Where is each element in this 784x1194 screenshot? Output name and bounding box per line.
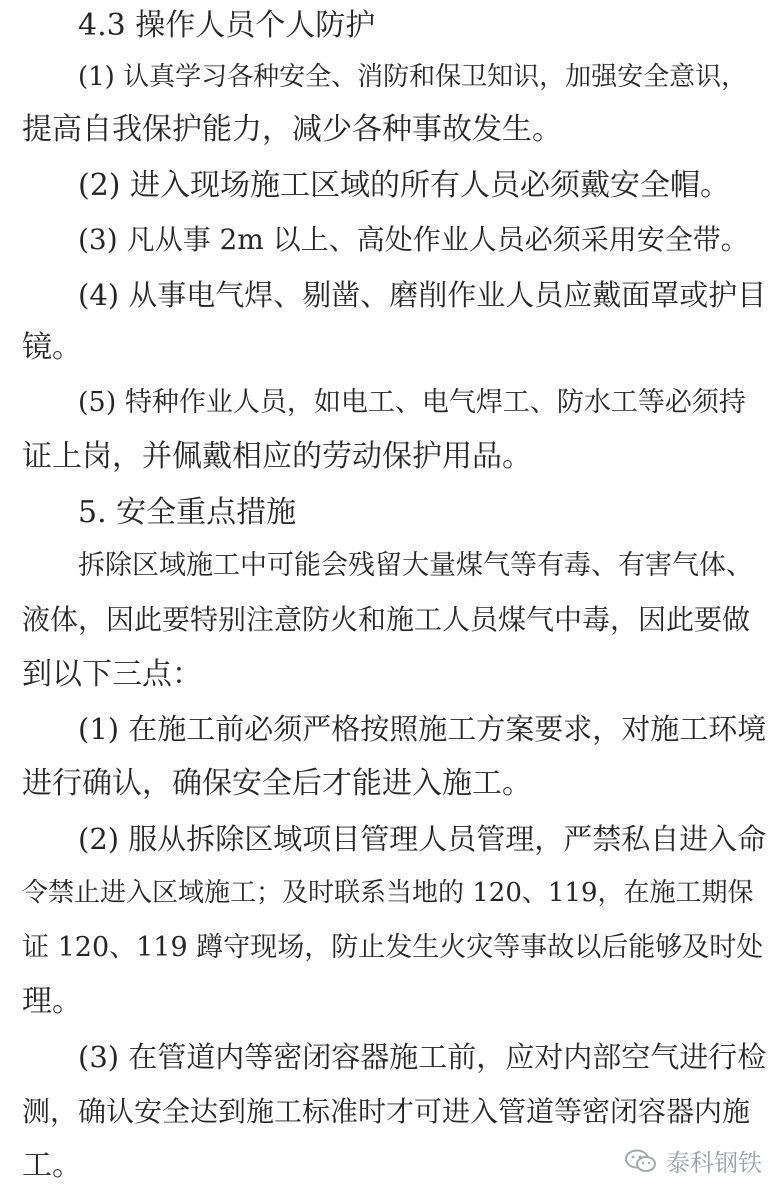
paragraph-line: 理。 [22, 984, 82, 1019]
paragraph-line: 液体，因此要特别注意防火和施工人员煤气中毒，因此要做 [22, 603, 751, 636]
paragraph-line: (1) 在施工前必须严格按照施工方案要求，对施工环境 [78, 712, 767, 746]
paragraph-line: (2) 进入现场施工区域的所有人员必须戴安全帽。 [78, 168, 731, 203]
paragraph-line: (3) 在管道内等密闭容器施工前，应对内部空气进行检 [78, 1040, 767, 1074]
paragraph-line: 证 120、119 蹲守现场，防止发生火灾等事故以后能够及时处 [22, 932, 764, 963]
paragraph-line: (3) 凡从事 2m 以上、高处作业人员必须采用安全带。 [78, 223, 749, 256]
paragraph-line: 到以下三点： [22, 657, 202, 692]
paragraph-line: 镜。 [22, 330, 82, 365]
paragraph-line: (2) 服从拆除区域项目管理人员管理，严禁私自进入命 [78, 822, 767, 856]
watermark [624, 1143, 762, 1178]
paragraph-line: 证上岗，并佩戴相应的劳动保护用品。 [22, 439, 532, 474]
paragraph-line: 提高自我保护能力，减少各种事故发生。 [22, 112, 562, 147]
paragraph-line: 测，确认安全达到施工标准时才可进入管道等密闭容器内施 [22, 1095, 751, 1128]
paragraph-line: 工。 [22, 1148, 82, 1183]
section-heading: 4.3 操作人员个人防护 [78, 8, 376, 43]
wechat-icon [624, 1148, 658, 1174]
section-heading: 5. 安全重点措施 [78, 495, 297, 530]
paragraph-line: 令禁止进入区域施工；及时联系当地的 120、119，在施工期保 [22, 878, 754, 908]
paragraph-line: (4) 从事电气焊、剔凿、磨削作业人员应戴面罩或护目 [78, 278, 767, 312]
paragraph-line: (5) 特种作业人员，如电工、电气焊工、防水工等必须持 [78, 387, 746, 418]
paragraph-line: (1) 认真学习各种安全、消防和保卫知识，加强安全意识， [78, 62, 748, 92]
watermark-text: 泰科钢铁 [666, 1149, 762, 1177]
paragraph-line: 拆除区域施工中可能会残留大量煤气等有毒、有害气体、 [78, 550, 753, 581]
paragraph-line: 进行确认，确保安全后才能进入施工。 [22, 766, 532, 801]
